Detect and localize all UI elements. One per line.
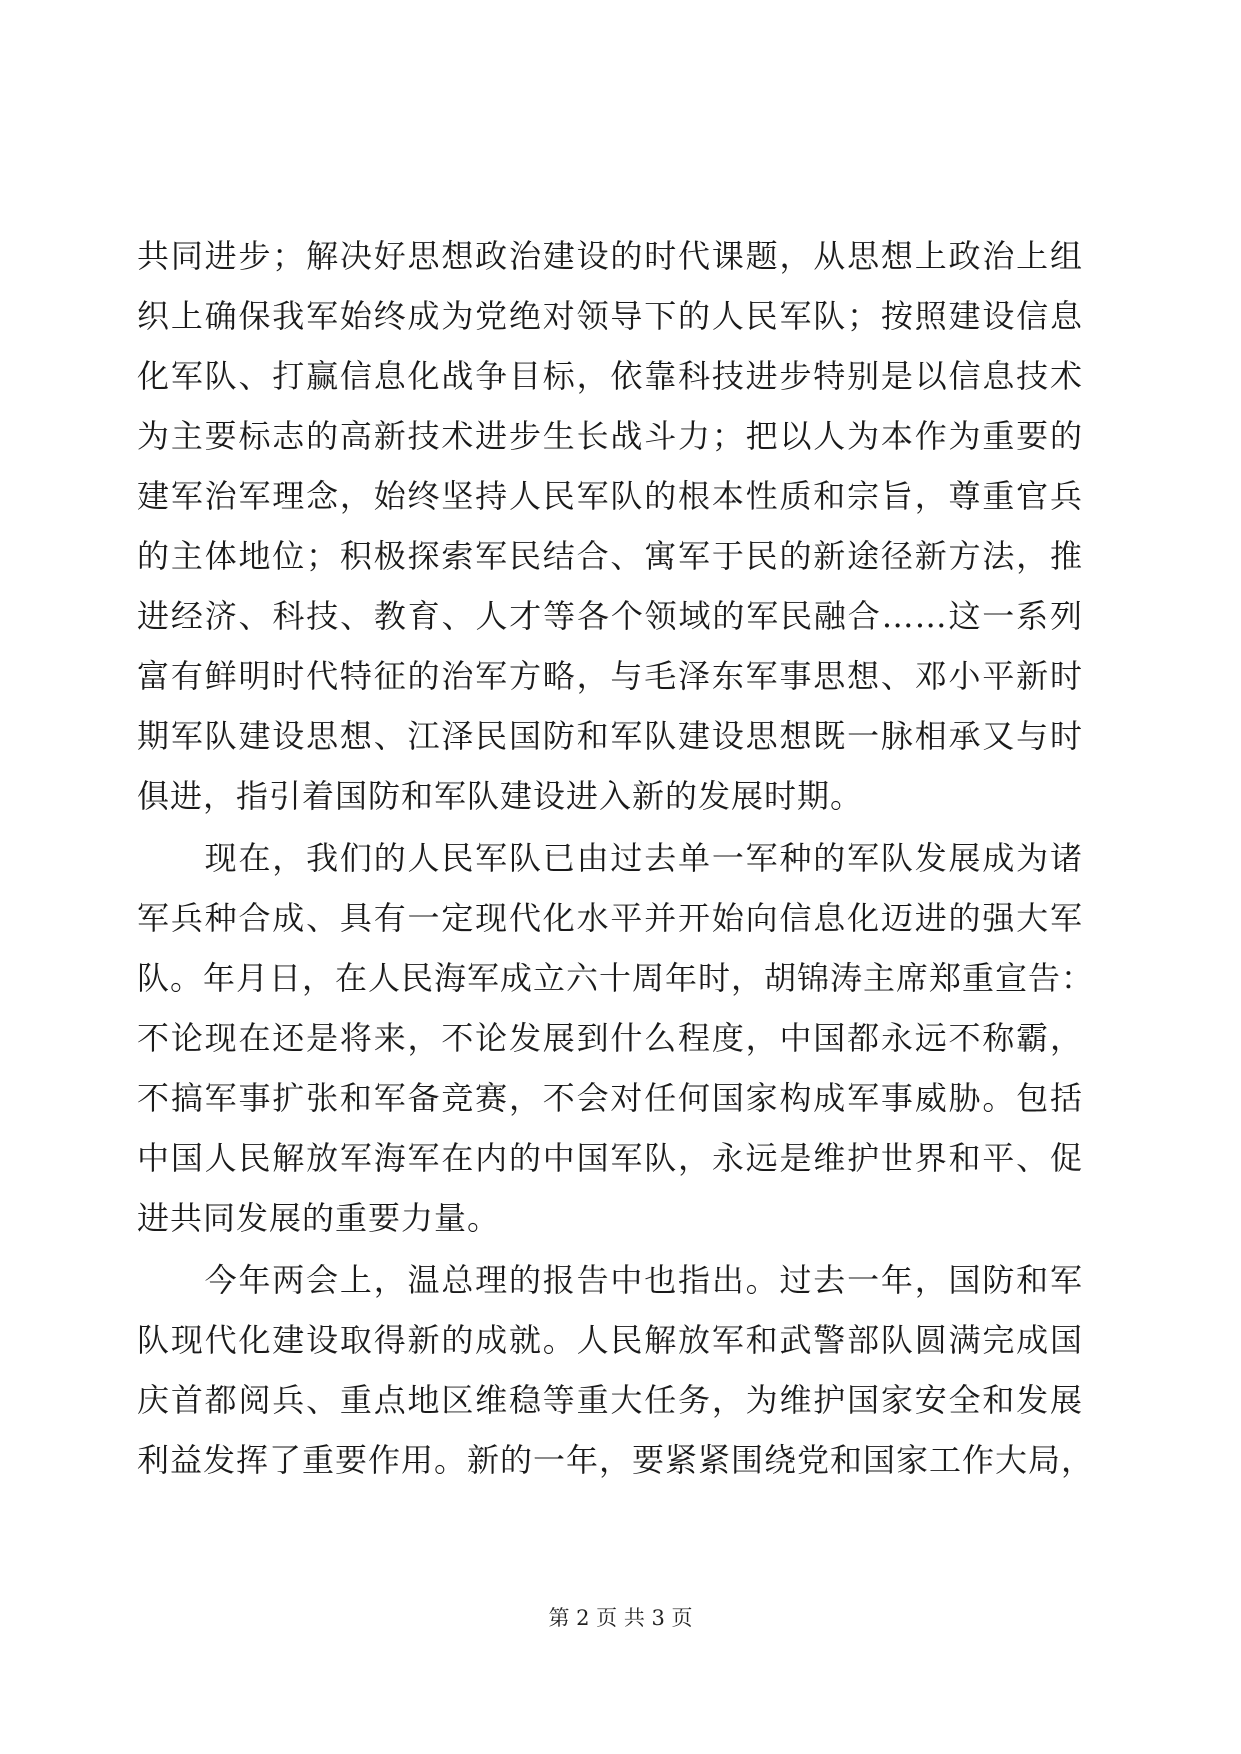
paragraph <box>137 226 1083 826</box>
text-line: 不论现在还是将来，不论发展到什么程度，中国都永远不称霸， <box>137 1019 1083 1057</box>
text-line: 今年两会上，温总理的报告中也指出。过去一年，国防和军 <box>137 1261 1083 1299</box>
text-line: 利益发挥了重要作用。新的一年，要紧紧围绕党和国家工作大局， <box>137 1441 1095 1479</box>
text-line: 庆首都阅兵、重点地区维稳等重大任务，为维护国家安全和发展 <box>137 1381 1083 1419</box>
document-body <box>137 226 1095 1490</box>
text-line: 共同进步；解决好思想政治建设的时代课题，从思想上政治上组 <box>137 237 1083 275</box>
text-line: 进经济、科技、教育、人才等各个领域的军民融合……这一系列 <box>137 597 1083 635</box>
text-line: 化军队、打赢信息化战争目标，依靠科技进步特别是以信息技术 <box>137 357 1083 395</box>
text-line: 的主体地位；积极探索军民结合、寓军于民的新途径新方法，推 <box>137 537 1083 575</box>
text-line: 织上确保我军始终成为党绝对领导下的人民军队；按照建设信息 <box>137 297 1083 335</box>
text-line: 为主要标志的高新技术进步生长战斗力；把以人为本作为重要的 <box>137 417 1083 455</box>
text-line: 队现代化建设取得新的成就。人民解放军和武警部队圆满完成国 <box>137 1321 1083 1359</box>
text-line: 期军队建设思想、江泽民国防和军队建设思想既一脉相承又与时 <box>137 717 1083 755</box>
text-line: 俱进，指引着国防和军队建设进入新的发展时期。 <box>137 777 864 815</box>
page-number-label: 第 2 页 共 3 页 <box>548 1606 693 1630</box>
page-footer <box>0 1602 1241 1632</box>
text-line: 中国人民解放军海军在内的中国军队，永远是维护世界和平、促 <box>137 1139 1083 1177</box>
text-line: 进共同发展的重要力量。 <box>137 1199 501 1237</box>
paragraph <box>137 1250 1095 1490</box>
text-line: 富有鲜明时代特征的治军方略，与毛泽东军事思想、邓小平新时 <box>137 657 1083 695</box>
text-line: 军兵种合成、具有一定现代化水平并开始向信息化迈进的强大军 <box>137 899 1083 937</box>
text-line: 现在，我们的人民军队已由过去单一军种的军队发展成为诸 <box>137 839 1083 877</box>
text-line: 建军治军理念，始终坚持人民军队的根本性质和宗旨，尊重官兵 <box>137 477 1083 515</box>
paragraph <box>137 828 1095 1248</box>
text-line: 不搞军事扩张和军备竞赛，不会对任何国家构成军事威胁。包括 <box>137 1079 1083 1117</box>
text-line: 队。年月日，在人民海军成立六十周年时，胡锦涛主席郑重宣告： <box>137 959 1095 997</box>
